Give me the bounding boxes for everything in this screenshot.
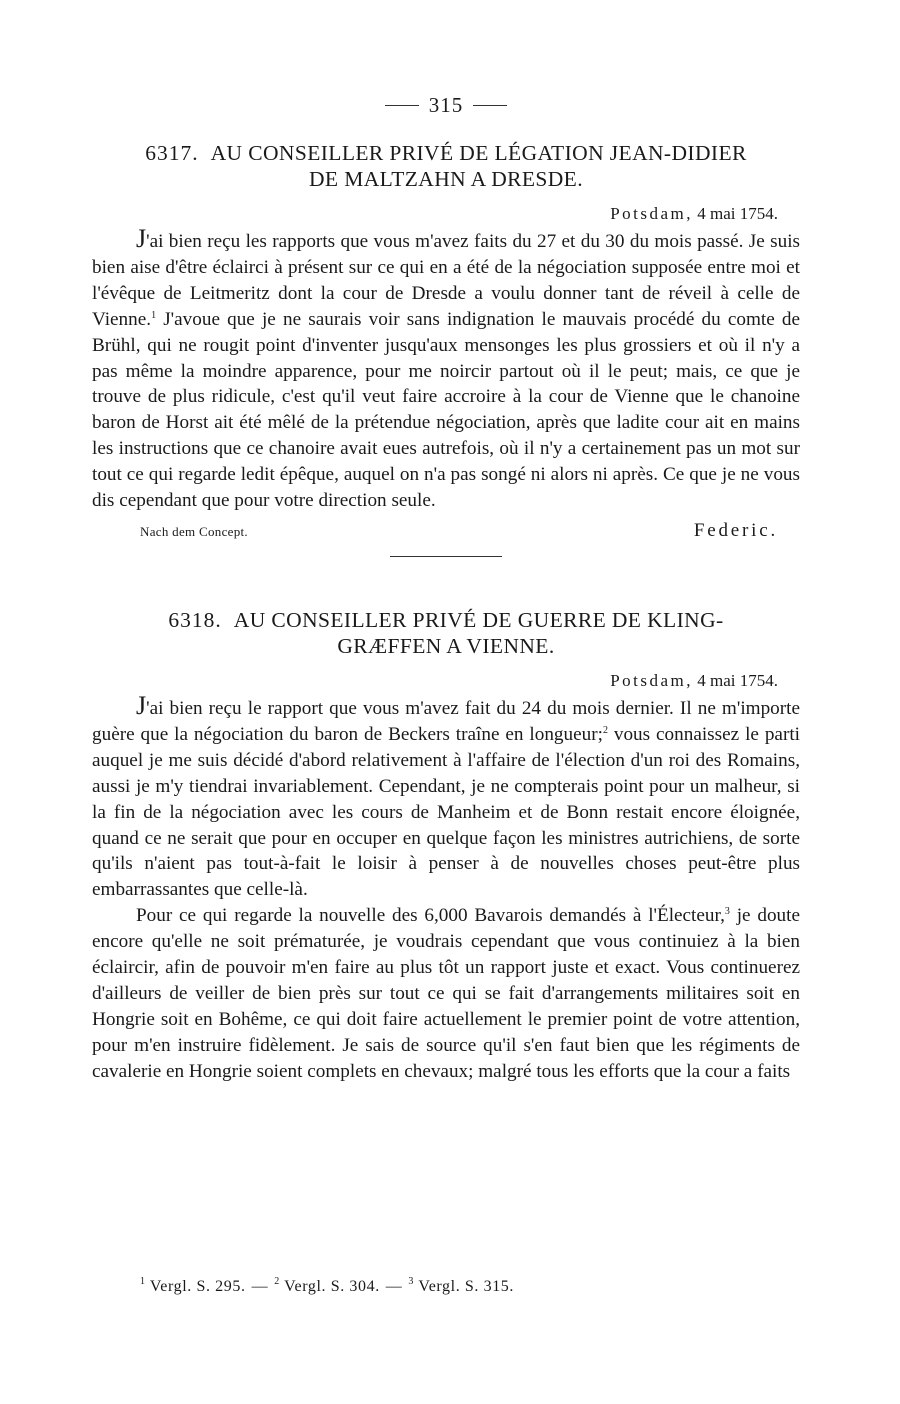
footnote-mark: 2 <box>274 1276 280 1287</box>
letter-title-line1: AU CONSEILLER PRIVÉ DE GUERRE DE KLING- <box>233 607 724 632</box>
page-number: 315 <box>428 92 464 117</box>
section-divider <box>390 556 502 557</box>
footnote-separator: — <box>385 1278 403 1295</box>
footnote-text: Vergl. S. 304. <box>284 1278 380 1295</box>
paragraph-text: je doute encore qu'elle ne soit prématurée, je voudrais cependant que vous continuiez à la bien éclaircir, afin de pouvoir m'en faire au plus tôt un rapport juste et exact. Vous continuerez d'ailleurs de veiller de bien près sur tout ce qui se fait d'arrangements militaires soit en Hongrie soit en Bohême, ce qui doit faire actuellement le premier point de votre attention, pour m'en instruire fidèlement. Je sais de source qu'il s'en faut bien que les régiments de cavalerie en Hongrie soient complets en chevaux; malgré tous les efforts que la cour a faits <box>92 905 800 1082</box>
page-header <box>92 90 800 120</box>
paragraph <box>92 226 800 514</box>
paragraph <box>92 690 800 903</box>
footnote-separator: — <box>251 1278 269 1295</box>
letter-heading-line1 <box>92 607 800 633</box>
footnote-text: Vergl. S. 315. <box>418 1278 514 1295</box>
letter-heading-line1 <box>92 140 800 166</box>
footnote-ref: 3 <box>724 906 730 918</box>
footnotes <box>140 1278 514 1296</box>
paragraph-text: 'ai bien reçu le rapport que vous m'avez fait du 24 du mois dernier. Il ne m'importe guère que la négociation du baron de Beckers traîne en longueur; <box>92 697 800 745</box>
letter-body-6318 <box>92 690 800 1085</box>
source-note: Nach dem Concept. <box>140 523 248 539</box>
letter-number: 6318. <box>168 607 222 632</box>
paragraph <box>92 903 800 1084</box>
footnote <box>140 1278 246 1295</box>
letter-heading-6317 <box>92 140 800 192</box>
paragraph-text: Pour ce qui regarde la nouvelle des 6,000 Bavarois demandés à l'Électeur, <box>136 905 725 927</box>
paragraph-text: J'avoue que je ne saurais voir sans indignation le mauvais procédé du comte de Brühl, qui ne rougit point d'inventer jusqu'aux mensonges les plus grossiers et où il n'y a pas même la moindre apparence, pour me noircir partout où il le peut; mais, ce que je trouve de plus ridicule, c'est qu'il veut faire accroire à la cour de Vienne que le chanoine baron de Horst ait été mêlé de la prétendue négociation, après que ladite cour ait en mains les instructions que ce chanoire avait eues autrefois, où il n'y a certainement pas un mot sur tout ce qui regarde ledit épêque, auquel on n'a pas songé ni alors ni après. Ce que je ne vous dis cependant que pour votre direction seule. <box>92 308 800 512</box>
footnote-ref: 2 <box>602 724 608 736</box>
document-page <box>92 90 800 1085</box>
signature: Federic. <box>693 519 778 541</box>
date-place: Potsdam, <box>610 670 693 690</box>
letter-title-line2: DE MALTZAHN A DRESDE. <box>309 167 583 191</box>
date-day: 4 mai 1754. <box>697 204 778 223</box>
letter-number: 6317. <box>145 141 199 165</box>
footnote-text: Vergl. S. 295. <box>149 1278 246 1295</box>
opening-letter: J <box>136 690 147 720</box>
date-day: 4 mai 1754. <box>697 670 778 690</box>
paragraph-text: vous connaissez le parti auquel je me suis décidé d'abord relativement à l'affaire de l'élection d'un roi des Romains, aussi je m'y tiendrai invariablement. Cependant, je ne compterais point pour un malheur, si la fin de la négociation avec les cours de Manheim et de Bonn restait encore éloignée, quand ce ne serait que pour en occuper en quelque façon les ministres autrichiens, de sorte qu'ils n'aient pas tout-à-fait le loisir à penser à de nouvelles choses peut-être plus embarrassantes que celle-là. <box>92 723 800 901</box>
letter-body-6317 <box>92 226 800 514</box>
footnote-mark: 1 <box>140 1276 146 1287</box>
footnote <box>274 1278 380 1295</box>
footnote-mark: 3 <box>408 1276 415 1287</box>
letter-heading-6318 <box>92 607 800 659</box>
letter-title-line2: GRÆFFEN A VIENNE. <box>337 633 555 658</box>
opening-letter: J <box>136 224 147 253</box>
footnote-ref: 1 <box>151 309 157 321</box>
letter-dateline-6317 <box>92 202 800 226</box>
footnote <box>408 1278 514 1295</box>
header-rule-left <box>385 105 419 106</box>
header-rule-right <box>473 105 507 106</box>
letter-dateline-6318 <box>92 669 800 693</box>
letter-title-line1: AU CONSEILLER PRIVÉ DE LÉGATION JEAN-DIDIER <box>210 141 747 165</box>
paragraph-text: 'ai bien reçu les rapports que vous m'avez faits du 27 et du 30 du mois passé. Je suis bien aise d'être éclairci à présent sur ce qui en a été de la négociation supposée entre moi et l'évêque de Leitmeritz dont la cour de Dresde a voulu donner tant de réveil à celle de Vienne. <box>92 231 800 330</box>
date-place: Potsdam, <box>610 204 693 223</box>
letter-signoff-6317 <box>92 520 800 542</box>
